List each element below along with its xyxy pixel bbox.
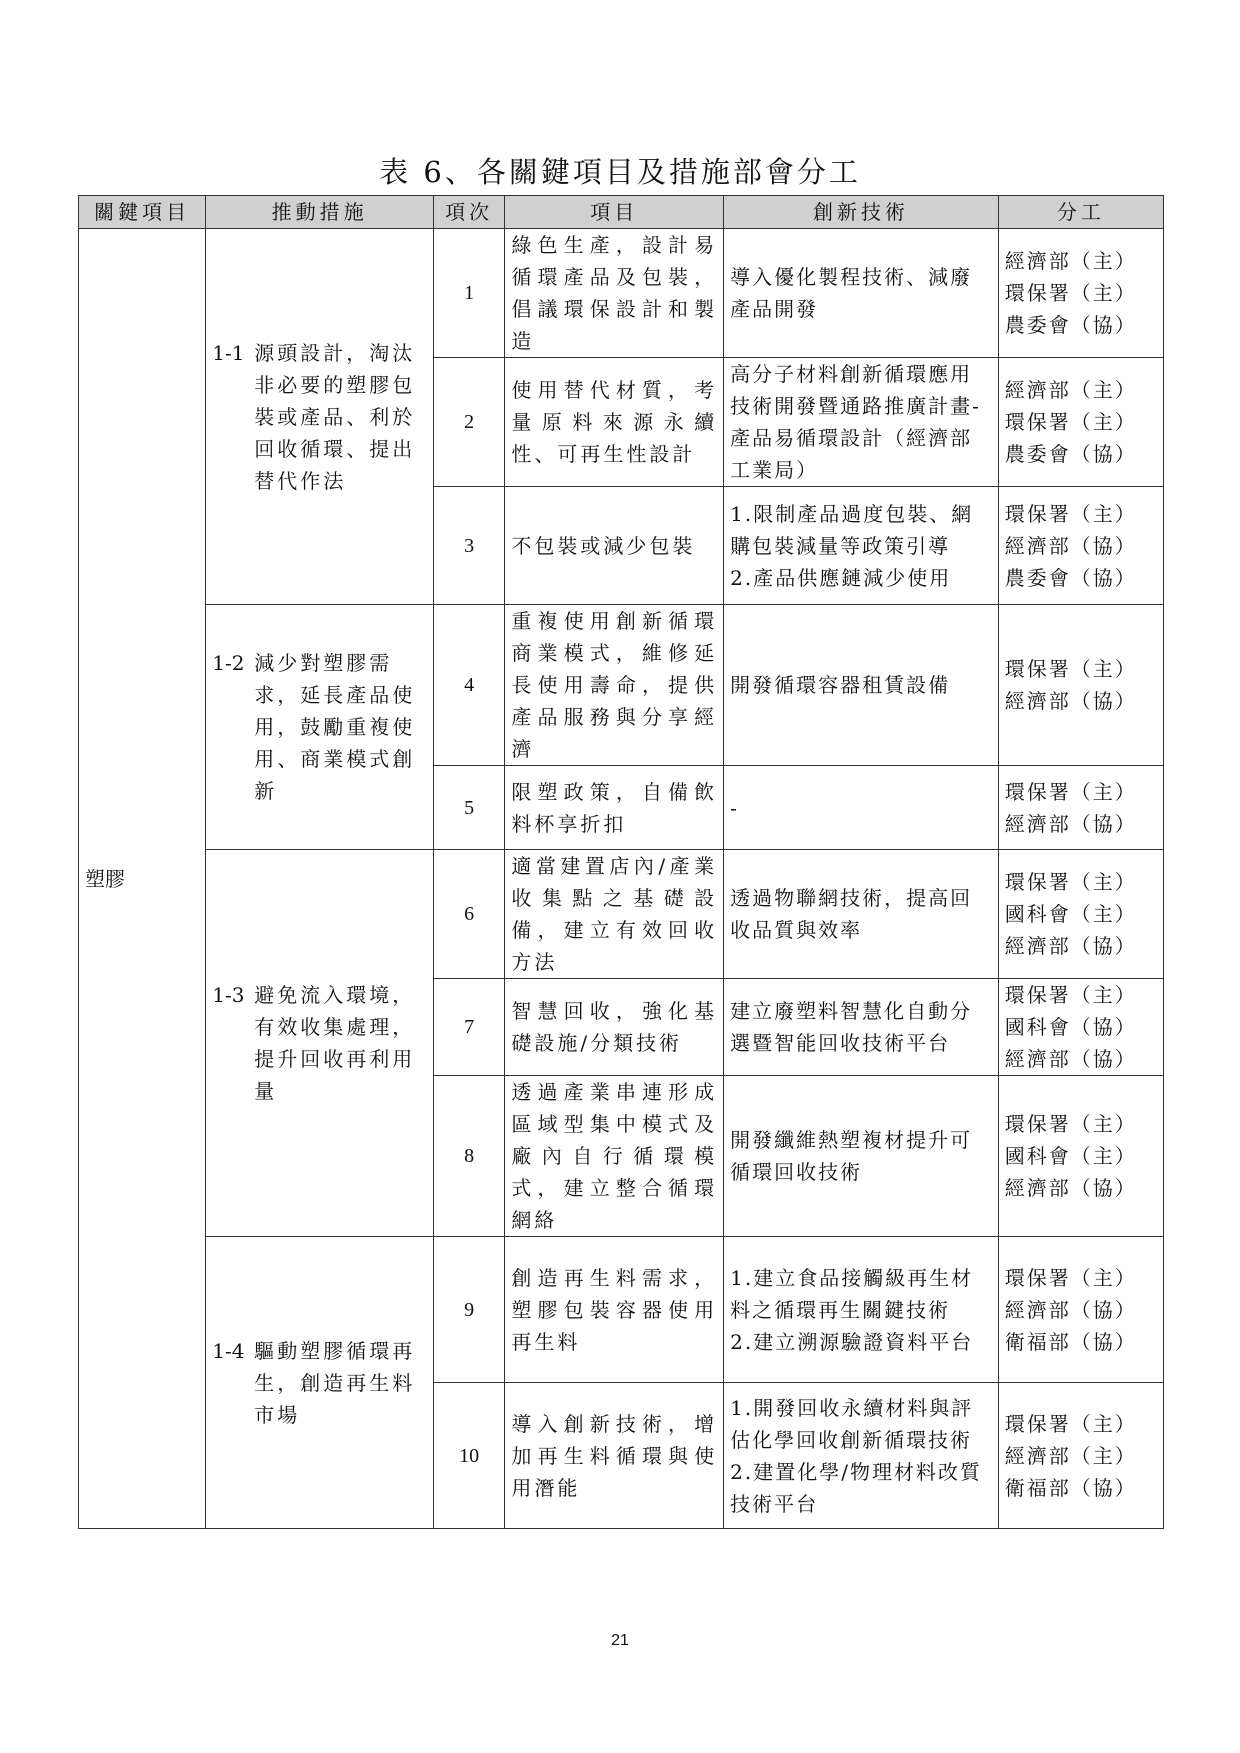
- measure-text: 驅動塑膠循環再生，創造再生料市場: [254, 1338, 416, 1427]
- innovation-tech-entry: 2.建置化學/物理材料改質技術平台: [730, 1459, 982, 1516]
- measure-line: [212, 647, 427, 807]
- division-entry: 經濟部（主）: [1004, 378, 1137, 402]
- row-number-cell: 4: [433, 605, 504, 766]
- division-cell: [998, 1237, 1163, 1383]
- division-entry: 衛福部（協）: [1004, 1475, 1137, 1500]
- division-entry: 環保署（主）: [1004, 870, 1137, 894]
- innovation-tech-entry: 1.開發回收永續材料與評估化學回收創新循環技術: [730, 1395, 974, 1452]
- table-row: [79, 605, 1164, 766]
- key-item-cell: 塑膠: [79, 229, 206, 1529]
- row-number-cell: 8: [433, 1076, 504, 1237]
- division-cell: [998, 229, 1163, 358]
- division-entry: 農委會（協）: [1004, 442, 1137, 466]
- measure-text: 避免流入環境，有效收集處理，提升回收再利用量: [254, 983, 416, 1103]
- innovation-tech-cell: [724, 979, 999, 1076]
- innovation-tech-entry: -: [730, 795, 739, 820]
- table-body: [79, 229, 1164, 1529]
- item-cell: 不包裝或減少包裝: [505, 487, 724, 605]
- innovation-tech-cell: [724, 229, 999, 358]
- item-cell: 使用替代材質，考量原料來源永續性、可再生性設計: [505, 358, 724, 487]
- measure-text: 源頭設計，淘汰非必要的塑膠包裝或產品、利於回收循環、提出替代作法: [254, 340, 416, 493]
- measure-cell: [206, 1237, 434, 1529]
- division-entry: 衛福部（協）: [1004, 1329, 1137, 1354]
- division-cell: [998, 1383, 1163, 1529]
- item-cell: 限塑政策，自備飲料杯享折扣: [505, 766, 724, 850]
- header-division: 分工: [998, 196, 1163, 229]
- innovation-tech-cell: [724, 1383, 999, 1529]
- innovation-tech-entry: 導入優化製程技術、減廢產品開發: [730, 265, 973, 321]
- division-entry: 經濟部（協）: [1004, 1297, 1137, 1322]
- innovation-tech-entry: 開發纖維熱塑複材提升可循環回收技術: [730, 1128, 973, 1184]
- row-number-cell: 2: [433, 358, 504, 487]
- measure-number: 1-3: [212, 983, 245, 1007]
- division-cell: [998, 979, 1163, 1076]
- innovation-tech-cell: [724, 487, 999, 605]
- division-entry: 經濟部（協）: [1004, 533, 1137, 558]
- division-entry: 農委會（協）: [1004, 565, 1137, 590]
- measure-cell: [206, 850, 434, 1237]
- measure-line: [212, 337, 427, 497]
- division-entry: 農委會（協）: [1004, 313, 1137, 337]
- item-cell: 導入創新技術，增加再生料循環與使用潛能: [505, 1383, 724, 1529]
- item-cell: 重複使用創新循環商業模式，維修延長使用壽命，提供產品服務與分享經濟: [505, 605, 724, 766]
- innovation-tech-cell: [724, 850, 999, 979]
- division-entry: 經濟部（協）: [1004, 689, 1137, 713]
- innovation-tech-entry: 2.產品供應鏈減少使用: [730, 565, 952, 590]
- division-entry: 經濟部（協）: [1004, 811, 1137, 836]
- division-entry: 環保署（主）: [1004, 281, 1137, 305]
- division-entry: 環保署（主）: [1004, 657, 1137, 681]
- division-entry: 環保署（主）: [1004, 779, 1137, 804]
- measure-cell: [206, 605, 434, 850]
- page-number: 21: [611, 1632, 629, 1649]
- division-entry: 環保署（主）: [1004, 1265, 1137, 1290]
- item-cell: 綠色生產，設計易循環產品及包裝，倡議環保設計和製造: [505, 229, 724, 358]
- division-entry: 環保署（主）: [1004, 410, 1137, 434]
- row-number-cell: 10: [433, 1383, 504, 1529]
- division-entry: 國科會（主）: [1004, 1144, 1137, 1168]
- table-header-row: [79, 196, 1164, 229]
- innovation-tech-entry: 2.建立溯源驗證資料平台: [730, 1329, 974, 1354]
- row-number-cell: 7: [433, 979, 504, 1076]
- division-entry: 環保署（主）: [1004, 1411, 1137, 1436]
- item-cell: 智慧回收，強化基礎設施/分類技術: [505, 979, 724, 1076]
- division-entry: 國科會（協）: [1004, 1015, 1137, 1039]
- division-cell: [998, 358, 1163, 487]
- row-number-cell: 3: [433, 487, 504, 605]
- item-cell: 適當建置店內/產業收集點之基礎設備，建立有效回收方法: [505, 850, 724, 979]
- row-number-cell: 6: [433, 850, 504, 979]
- innovation-tech-entry: 1.限制產品過度包裝、網購包裝減量等政策引導: [730, 501, 974, 558]
- division-cell: [998, 850, 1163, 979]
- measure-cell: [206, 229, 434, 605]
- measure-line: [212, 1335, 427, 1431]
- table-row: [79, 1237, 1164, 1383]
- division-of-labor-table: [78, 195, 1164, 1529]
- division-entry: 經濟部（協）: [1004, 1047, 1137, 1071]
- division-cell: [998, 605, 1163, 766]
- header-number: 項次: [433, 196, 504, 229]
- division-entry: 經濟部（協）: [1004, 934, 1137, 958]
- item-cell: 透過產業串連形成區域型集中模式及廠內自行循環模式，建立整合循環網絡: [505, 1076, 724, 1237]
- table-row: [79, 850, 1164, 979]
- header-measure: 推動措施: [206, 196, 434, 229]
- measure-number: 1-4: [212, 1338, 245, 1363]
- table-title: 表 6、各關鍵項目及措施部會分工: [379, 155, 861, 189]
- division-entry: 經濟部（協）: [1004, 1176, 1137, 1200]
- division-entry: 經濟部（主）: [1004, 249, 1137, 273]
- row-number-cell: 5: [433, 766, 504, 850]
- header-key-item: 關鍵項目: [79, 196, 206, 229]
- division-cell: [998, 1076, 1163, 1237]
- division-cell: [998, 487, 1163, 605]
- division-entry: 環保署（主）: [1004, 501, 1137, 526]
- header-item: 項目: [505, 196, 724, 229]
- measure-text: 減少對塑膠需求，延長產品使用，鼓勵重複使用、商業模式創新: [254, 651, 416, 803]
- innovation-tech-cell: [724, 1237, 999, 1383]
- item-cell: 創造再生料需求，塑膠包裝容器使用再生料: [505, 1237, 724, 1383]
- division-cell: [998, 766, 1163, 850]
- innovation-tech-cell: [724, 766, 999, 850]
- row-number-cell: 1: [433, 229, 504, 358]
- innovation-tech-entry: 建立廢塑料智慧化自動分選暨智能回收技術平台: [730, 999, 973, 1055]
- table-row: [79, 229, 1164, 358]
- innovation-tech-cell: [724, 358, 999, 487]
- row-number-cell: 9: [433, 1237, 504, 1383]
- division-entry: 環保署（主）: [1004, 1112, 1137, 1136]
- measure-number: 1-1: [212, 340, 245, 365]
- innovation-tech-cell: [724, 605, 999, 766]
- header-innovation-tech: 創新技術: [724, 196, 999, 229]
- division-entry: 經濟部（主）: [1004, 1443, 1137, 1468]
- innovation-tech-entry: 1.建立食品接觸級再生材料之循環再生關鍵技術: [730, 1265, 974, 1322]
- measure-line: [212, 979, 427, 1107]
- division-entry: 國科會（主）: [1004, 902, 1137, 926]
- division-entry: 環保署（主）: [1004, 983, 1137, 1007]
- measure-number: 1-2: [212, 651, 245, 675]
- innovation-tech-entry: 開發循環容器租賃設備: [730, 673, 951, 697]
- innovation-tech-entry: 高分子材料創新循環應用技術開發暨通路推廣計畫-產品易循環設計（經濟部工業局）: [730, 362, 981, 482]
- innovation-tech-entry: 透過物聯網技術，提高回收品質與效率: [730, 886, 973, 942]
- innovation-tech-cell: [724, 1076, 999, 1237]
